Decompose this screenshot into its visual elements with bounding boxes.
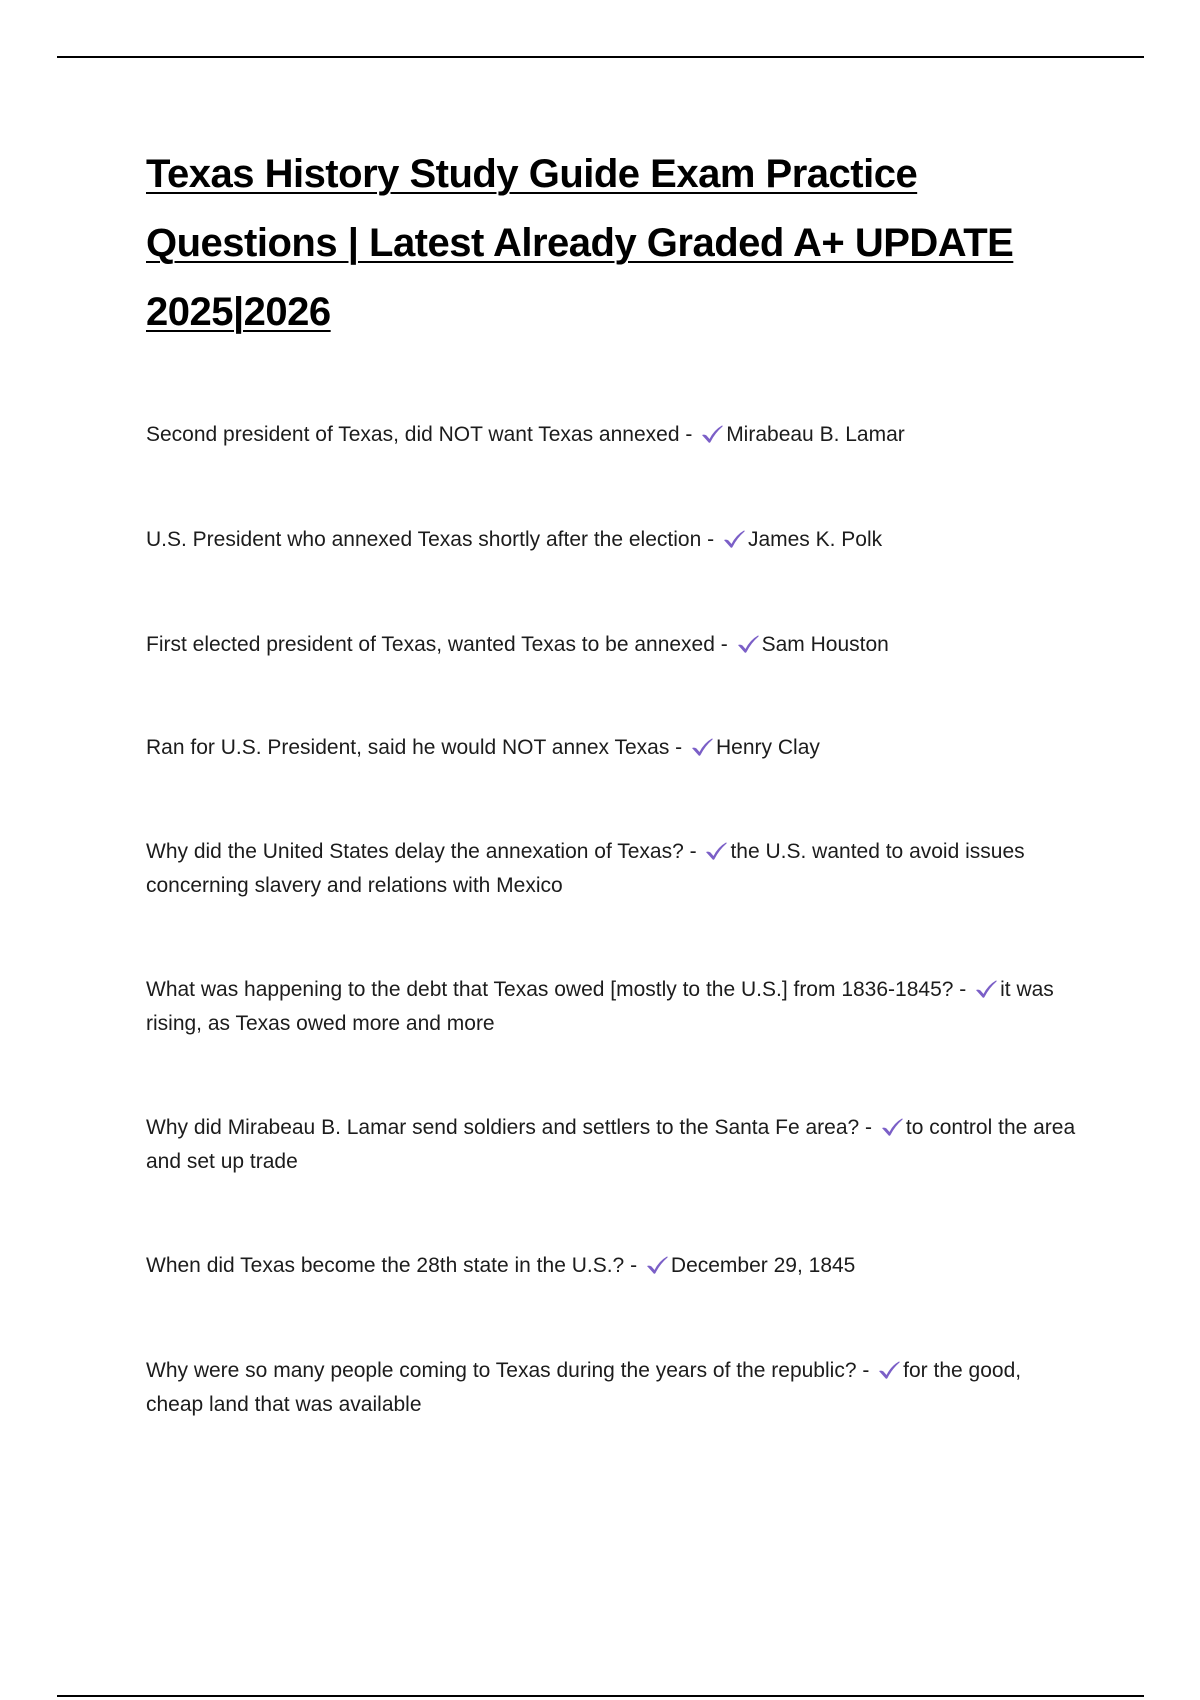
question-text: Why did the United States delay the annexation of Texas? — [146, 840, 684, 863]
checkmark-icon — [974, 979, 998, 999]
qa-item — [146, 731, 1076, 765]
question-text: Second president of Texas, did NOT want Texas annexed — [146, 423, 680, 446]
separator: - — [701, 528, 720, 551]
question-text: Ran for U.S. President, said he would NOT annex Texas — [146, 736, 670, 759]
answer-text: Sam Houston — [761, 633, 889, 656]
qa-item — [146, 523, 1076, 557]
question-text: What was happening to the debt that Texas owed [mostly to the U.S.] from 1836-1845? — [146, 978, 954, 1001]
separator: - — [856, 1359, 876, 1382]
answer-text: for the good, cheap land that was available — [146, 1359, 1022, 1416]
checkmark-icon — [880, 1117, 904, 1137]
answer-text: the U.S. wanted to avoid issues concerning slavery and relations with Mexico — [146, 840, 1025, 897]
separator: - — [714, 633, 734, 656]
separator: - — [624, 1254, 643, 1277]
bottom-rule — [57, 1695, 1144, 1697]
qa-item — [146, 1111, 1076, 1179]
qa-item — [146, 1249, 1076, 1283]
top-rule — [57, 56, 1144, 58]
document-title: Texas History Study Guide Exam Practice Questions | Latest Already Graded A+ UPDATE 2025|2026 — [146, 152, 1014, 334]
checkmark-icon — [704, 841, 728, 861]
question-text: First elected president of Texas, wanted Texas to be annexed — [146, 633, 715, 656]
checkmark-icon — [736, 634, 760, 654]
checkmark-icon — [877, 1360, 901, 1380]
checkmark-icon — [645, 1255, 669, 1275]
qa-item — [146, 973, 1076, 1041]
answer-text: December 29, 1845 — [670, 1254, 856, 1277]
separator: - — [669, 736, 689, 759]
question-text: Why did Mirabeau B. Lamar send soldiers and settlers to the Santa Fe area? — [146, 1116, 860, 1139]
answer-text: James K. Polk — [747, 528, 883, 551]
question-text: When did Texas become the 28th state in the U.S.? — [146, 1254, 625, 1277]
separator: - — [859, 1116, 878, 1139]
separator: - — [683, 840, 703, 863]
qa-item — [146, 1354, 1076, 1422]
checkmark-icon — [700, 424, 724, 444]
answer-text: to control the area and set up trade — [146, 1116, 1076, 1173]
answer-text: it was rising, as Texas owed more and more — [146, 978, 1054, 1035]
answer-text: Mirabeau B. Lamar — [726, 423, 905, 446]
question-text: Why were so many people coming to Texas during the years of the republic? — [146, 1359, 857, 1382]
separator: - — [679, 423, 699, 446]
answer-text: Henry Clay — [716, 736, 820, 759]
separator: - — [953, 978, 973, 1001]
checkmark-icon — [722, 529, 746, 549]
question-text: U.S. President who annexed Texas shortly after the election — [146, 528, 702, 551]
checkmark-icon — [690, 737, 714, 757]
qa-item — [146, 835, 1076, 903]
qa-item — [146, 628, 1076, 662]
qa-item — [146, 418, 1076, 452]
